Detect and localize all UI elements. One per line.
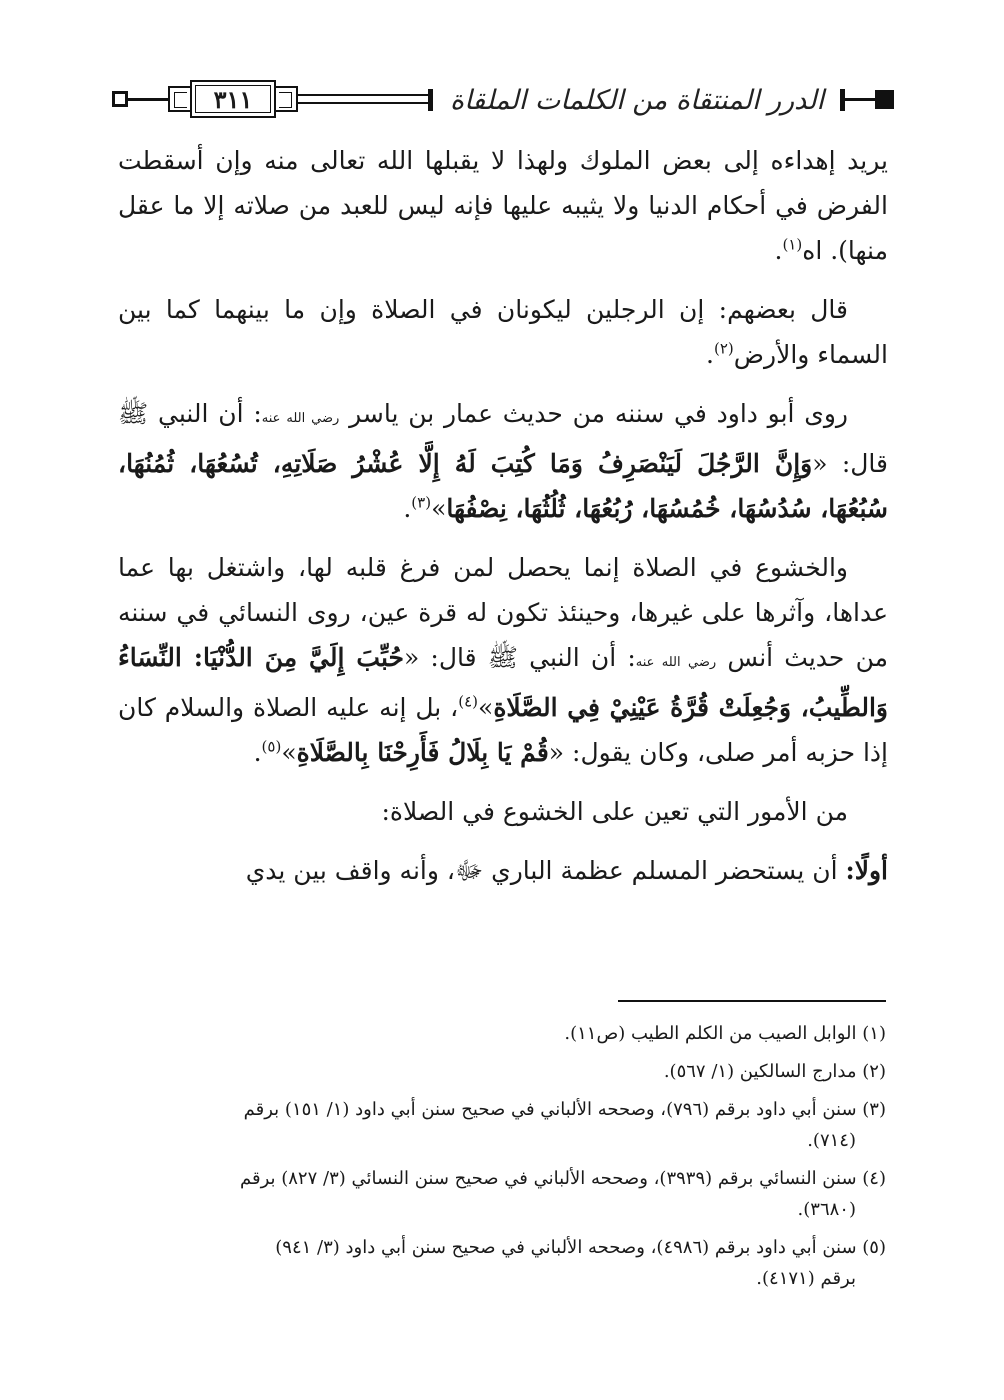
honorific-glyph: رضي الله عنه <box>261 411 340 426</box>
header-bar <box>428 89 433 111</box>
paragraph: والخشوع في الصلاة إنما يحصل لمن فرغ قلبه لها، واشتغل بها عما عداها، وآثرها على غيرها، وحينئذ تكون له قرة عين، روى النسائي في سننه من حديث أنس رضي الله عنه: أن النبي ﷺ قال: «حُبِّبَ إِلَيَّ مِنَ الدُّنْيَا: النِّسَاءُ وَالطِّيبُ، وَجُعِلَتْ قُرَّةُ عَيْنِيْ فِي الصَّلَاةِ»$^{(٤)}$، بل إنه عليه الصلاة والسلام كان إذا حزبه أمر صلى، وكان يقول: «قُمْ يَا بِلَالُ فَأَرِحْنَا بِالصَّلَاةِ»$^{(٥)}$. <box>118 553 889 767</box>
footnote: (٢) مدارج السالكين (١/ ٥٦٧). <box>663 1061 886 1082</box>
footnote-ref[interactable]: (٤) <box>458 692 479 711</box>
paragraph: أولًا: أن يستحضر المسلم عظمة الباري ﷻ، وأنه واقف بين يدي <box>245 856 888 885</box>
header-ornament-left <box>112 91 128 107</box>
main-text <box>118 138 888 907</box>
hadith-text: قُمْ يَا بِلَالُ فَأَرِحْنَا بِالصَّلَاةِ <box>296 738 549 767</box>
footnote: (٤) سنن النسائي برقم (٣٩٣٩)، وصححه الألباني في صحيح سنن النسائي (٣/ ٨٢٧) برقم (٣٦٨٠). <box>239 1168 886 1220</box>
header-ornament-right <box>875 90 894 109</box>
page-number: ٣١١ <box>190 80 276 118</box>
header-rule <box>298 102 428 104</box>
paragraph: روى أبو داود في سننه من حديث عمار بن ياسر رضي الله عنه: أن النبي ﷺ قال: «وَإِنَّ الرَّجُلَ لَيَنْصَرِفُ وَمَا كُتِبَ لَهُ إِلَّا عُشْرُ صَلَاتِهِ، تُسُعُهَا، ثُمُنُهَا، سُبُعُهَا، سُدُسُهَا، خُمُسُهَا، رُبُعُهَا، ثُلُثُهَا، نِصْفُهَا»$^{(٣)}$. <box>118 399 888 523</box>
header-knot-ornament <box>168 86 190 112</box>
honorific-glyph: ﷺ <box>487 643 518 672</box>
header-knot-ornament <box>276 86 298 112</box>
header-rule <box>128 98 168 101</box>
list-lead: أولًا: <box>845 856 888 885</box>
paragraph: قال بعضهم: إن الرجلين ليكونان في الصلاة وإن ما بينهما كما بين السماء والأرض$^{(٢)}$. <box>118 295 888 369</box>
header-rule <box>845 98 875 101</box>
footnote-ref[interactable]: (٣) <box>411 493 432 512</box>
paragraph: من الأمور التي تعين على الخشوع في الصلاة: <box>381 797 848 826</box>
header-rule <box>298 94 428 96</box>
page-header <box>112 78 894 122</box>
footnotes <box>118 1018 886 1301</box>
honorific-glyph: ﷺ <box>118 399 149 428</box>
honorific-glyph: ﷻ <box>454 856 484 885</box>
footnote: (٥) سنن أبي داود برقم (٤٩٨٦)، وصححه الألباني في صحيح سنن أبي داود (٣/ ٩٤١) برقم (٤١٧١). <box>275 1237 886 1289</box>
footnote: (٣) سنن أبي داود برقم (٧٩٦)، وصححه الألباني في صحيح سنن أبي داود (١/ ١٥١) برقم (٧١٤). <box>243 1099 886 1151</box>
book-title: الدرر المنتقاة من الكلمات الملقاة <box>449 84 825 116</box>
honorific-glyph: رضي الله عنه <box>635 655 717 670</box>
footnote-separator <box>618 1000 886 1002</box>
footnote-ref[interactable]: (١) <box>782 235 803 254</box>
footnote-ref[interactable]: (٥) <box>261 737 282 756</box>
footnote: (١) الوابل الصيب من الكلم الطيب (ص١١). <box>564 1023 886 1044</box>
paragraph: يريد إهداءه إلى بعض الملوك ولهذا لا يقبلها الله تعالى منه وإن أسقطت الفرض في أحكام الدنيا ولا يثيبه عليها فإنه ليس للعبد من صلاته إلا ما عقل منها). اه$^{(١)}$. <box>118 146 888 265</box>
footnote-ref[interactable]: (٢) <box>714 339 734 358</box>
hadith-text: حُبِّبَ إِلَيَّ مِنَ الدُّنْيَا: النِّسَاءُ وَالطِّيبُ، وَجُعِلَتْ قُرَّةُ عَيْنِيْ فِي الصَّلَاةِ <box>118 643 889 722</box>
hadith-text: وَإِنَّ الرَّجُلَ لَيَنْصَرِفُ وَمَا كُتِبَ لَهُ إِلَّا عُشْرُ صَلَاتِهِ، تُسُعُهَا، ثُمُنُهَا، سُبُعُهَا، سُدُسُهَا، خُمُسُهَا، رُبُعُهَا، ثُلُثُهَا، نِصْفُهَا <box>118 449 888 523</box>
